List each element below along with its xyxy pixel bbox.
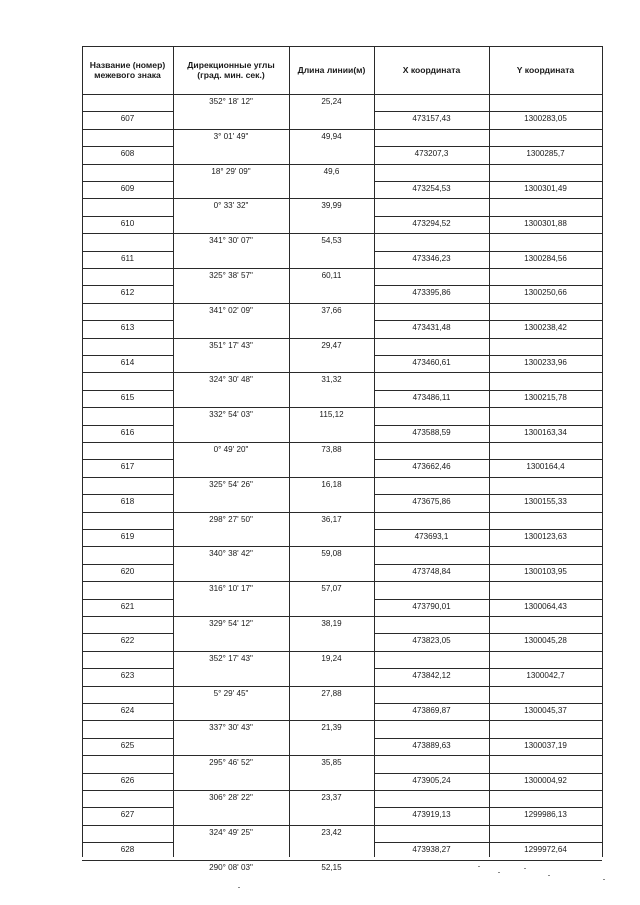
grid-row-line — [82, 94, 602, 95]
grid-row-line — [374, 285, 602, 286]
grid-row-line — [82, 720, 602, 721]
point-x: 473431,48 — [412, 323, 451, 333]
coordinates-table — [82, 46, 602, 872]
point-x: 473294,52 — [412, 218, 451, 228]
segment-length: 38,19 — [321, 619, 342, 628]
grid-row-line — [82, 842, 173, 843]
grid-row-line — [82, 442, 602, 443]
point-x: 473675,86 — [412, 497, 451, 507]
grid-row-line — [82, 46, 602, 47]
point-x: 473938,27 — [412, 845, 451, 855]
segment-length: 21,39 — [321, 723, 342, 733]
point-name: 621 — [120, 601, 135, 611]
point-name: 619 — [120, 532, 135, 541]
point-y: 1300238,42 — [524, 323, 567, 333]
grid-row-line — [82, 686, 602, 687]
scan-speck — [524, 868, 526, 869]
grid-row-line — [82, 494, 173, 495]
point-x: 473157,43 — [412, 114, 451, 124]
header-length: Длина линии(м) — [297, 65, 366, 75]
scan-speck — [603, 879, 605, 880]
grid-column-line — [82, 46, 83, 857]
grid-row-line — [374, 633, 602, 634]
point-name: 608 — [120, 149, 135, 159]
point-name: 627 — [120, 810, 135, 820]
grid-row-line — [82, 390, 173, 391]
grid-row-line — [82, 512, 602, 513]
point-name: 613 — [120, 323, 135, 333]
point-name: 628 — [120, 845, 135, 855]
scan-speck — [498, 872, 500, 873]
grid-row-line — [82, 303, 602, 304]
grid-row-line — [82, 807, 173, 808]
point-y: 1300164,4 — [526, 462, 565, 472]
point-y: 1300004,92 — [524, 775, 567, 785]
grid-row-line — [82, 755, 602, 756]
grid-row-line — [82, 129, 602, 130]
segment-angle: 341° 30' 07" — [209, 236, 253, 246]
grid-row-line — [374, 111, 602, 112]
grid-row-line — [82, 320, 173, 321]
grid-row-line — [374, 251, 602, 252]
point-name: 618 — [120, 497, 135, 507]
point-y: 1300163,34 — [524, 427, 567, 437]
segment-angle: 351° 17' 43" — [209, 340, 253, 350]
point-name: 626 — [120, 775, 135, 785]
grid-row-line — [82, 268, 602, 269]
point-name: 610 — [120, 218, 135, 228]
grid-row-line — [82, 651, 602, 652]
point-name: 612 — [120, 288, 135, 298]
grid-row-line — [82, 164, 602, 165]
point-y: 1300123,63 — [524, 532, 567, 541]
grid-row-line — [374, 494, 602, 495]
grid-row-line — [82, 285, 173, 286]
grid-row-line — [82, 738, 173, 739]
segment-length: 73,88 — [321, 445, 342, 454]
point-name: 616 — [120, 427, 135, 437]
grid-row-line — [82, 146, 173, 147]
grid-row-line — [374, 146, 602, 147]
segment-length: 19,24 — [321, 653, 342, 663]
grid-row-line — [82, 355, 173, 356]
point-name: 607 — [120, 114, 135, 124]
segment-angle: 3° 01' 49" — [213, 131, 249, 141]
grid-row-line — [374, 564, 602, 565]
grid-row-line — [82, 616, 602, 617]
grid-row-line — [374, 529, 602, 530]
point-name: 624 — [120, 706, 135, 715]
segment-length: 23,42 — [321, 827, 342, 837]
grid-row-line — [82, 860, 602, 861]
point-name: 623 — [120, 671, 135, 681]
grid-column-line — [374, 46, 375, 857]
segment-length: 35,85 — [321, 758, 342, 768]
point-x: 473486,11 — [412, 392, 451, 402]
segment-angle: 298° 27' 50" — [209, 514, 253, 524]
grid-row-line — [374, 216, 602, 217]
segment-angle: 306° 28' 22" — [209, 793, 253, 802]
segment-length: 115,12 — [319, 410, 344, 420]
point-name: 614 — [120, 358, 135, 367]
segment-length: 31,32 — [321, 375, 342, 385]
point-y: 1300042,7 — [526, 671, 565, 681]
header-name: Название (номер) межевого знака — [89, 60, 166, 80]
segment-angle: 324° 30' 48" — [209, 375, 253, 385]
grid-row-line — [82, 581, 602, 582]
segment-length: 39,99 — [321, 201, 342, 211]
segment-angle: 0° 49' 20" — [213, 445, 249, 454]
segment-length: 37,66 — [321, 305, 342, 315]
point-x: 473207,3 — [414, 149, 449, 159]
grid-row-line — [82, 181, 173, 182]
segment-length: 60,11 — [321, 271, 342, 280]
grid-row-line — [82, 546, 602, 547]
segment-angle: 325° 54' 26" — [209, 479, 253, 489]
grid-row-line — [374, 703, 602, 704]
scan-speck — [548, 875, 550, 876]
grid-row-line — [82, 564, 173, 565]
point-y: 1299972,64 — [524, 845, 567, 855]
grid-row-line — [374, 668, 602, 669]
point-x: 473662,46 — [412, 462, 451, 472]
segment-length: 16,18 — [321, 479, 342, 489]
point-x: 473869,87 — [412, 706, 451, 715]
grid-row-line — [82, 703, 173, 704]
segment-length: 29,47 — [321, 340, 342, 350]
segment-length: 27,88 — [321, 688, 342, 698]
grid-row-line — [374, 390, 602, 391]
point-name: 615 — [120, 392, 135, 402]
segment-angle: 290° 08' 03" — [209, 862, 253, 872]
segment-angle: 332° 54' 03" — [209, 410, 253, 420]
header-angle: Дирекционные углы (град. мин. сек.) — [187, 60, 275, 80]
segment-angle: 340° 38' 42" — [209, 549, 253, 559]
point-x: 473919,13 — [412, 810, 451, 820]
grid-row-line — [374, 773, 602, 774]
point-y: 1299986,13 — [524, 810, 567, 820]
point-x: 473889,63 — [412, 740, 451, 750]
segment-angle: 352° 18' 12" — [209, 97, 253, 106]
point-x: 473346,23 — [412, 253, 451, 263]
grid-row-line — [82, 111, 173, 112]
grid-row-line — [82, 407, 602, 408]
grid-row-line — [82, 773, 173, 774]
segment-length: 23,37 — [321, 793, 342, 802]
point-y: 1300037,19 — [524, 740, 567, 750]
point-x: 473790,01 — [412, 601, 451, 611]
point-y: 1300284,56 — [524, 253, 567, 263]
header-x: X координата — [402, 65, 461, 75]
point-y: 1300283,05 — [524, 114, 567, 124]
point-x: 473460,61 — [412, 358, 451, 367]
point-x: 473395,86 — [412, 288, 451, 298]
segment-angle: 341° 02' 09" — [209, 305, 253, 315]
point-y: 1300064,43 — [524, 601, 567, 611]
point-x: 473905,24 — [412, 775, 451, 785]
point-name: 617 — [120, 462, 135, 472]
grid-column-line — [602, 46, 603, 857]
scan-speck — [238, 887, 240, 888]
segment-length: 49,94 — [321, 131, 342, 141]
grid-row-line — [82, 251, 173, 252]
point-name: 611 — [121, 253, 134, 263]
grid-row-line — [82, 790, 602, 791]
grid-column-line — [489, 46, 490, 857]
point-name: 625 — [120, 740, 135, 750]
point-y: 1300301,49 — [524, 184, 567, 193]
grid-row-line — [82, 233, 602, 234]
grid-row-line — [374, 459, 602, 460]
segment-angle: 0° 33' 32" — [213, 201, 249, 211]
header-y: Y координата — [516, 65, 575, 75]
point-x: 473842,12 — [412, 671, 451, 681]
grid-row-line — [374, 355, 602, 356]
segment-angle: 352° 17' 43" — [209, 653, 253, 663]
point-x: 473588,59 — [412, 427, 451, 437]
segment-length: 57,07 — [321, 584, 342, 594]
point-y: 1300285,7 — [526, 149, 565, 159]
point-name: 609 — [120, 184, 135, 193]
segment-length: 52,15 — [321, 862, 342, 872]
grid-row-line — [374, 599, 602, 600]
point-x: 473693,1 — [414, 532, 449, 541]
point-y: 1300250,66 — [524, 288, 567, 298]
point-name: 620 — [120, 566, 135, 576]
segment-angle: 18° 29' 09" — [211, 166, 251, 176]
grid-row-line — [374, 842, 602, 843]
grid-row-line — [82, 372, 602, 373]
grid-row-line — [82, 477, 602, 478]
grid-row-line — [82, 825, 602, 826]
grid-row-line — [374, 807, 602, 808]
segment-length: 59,08 — [321, 549, 342, 559]
segment-angle: 325° 38' 57" — [209, 271, 253, 280]
segment-angle: 295° 46' 52" — [209, 758, 253, 768]
point-x: 473823,05 — [412, 636, 451, 646]
segment-length: 25,24 — [321, 97, 342, 106]
segment-length: 49,6 — [323, 166, 340, 176]
grid-row-line — [82, 599, 173, 600]
grid-row-line — [82, 529, 173, 530]
grid-row-line — [82, 216, 173, 217]
segment-angle: 337° 30' 43" — [209, 723, 253, 733]
segment-angle: 5° 29' 45" — [213, 688, 249, 698]
point-x: 473748,84 — [412, 566, 451, 576]
grid-row-line — [374, 738, 602, 739]
grid-row-line — [82, 198, 602, 199]
segment-angle: 324° 49' 25" — [209, 827, 253, 837]
grid-row-line — [374, 181, 602, 182]
point-name: 622 — [120, 636, 135, 646]
point-y: 1300215,78 — [524, 392, 567, 402]
point-y: 1300301,88 — [524, 218, 567, 228]
segment-length: 54,53 — [321, 236, 342, 246]
scan-speck — [478, 866, 480, 867]
grid-row-line — [374, 320, 602, 321]
segment-angle: 329° 54' 12" — [209, 619, 253, 628]
grid-row-line — [374, 425, 602, 426]
grid-row-line — [82, 668, 173, 669]
grid-row-line — [82, 633, 173, 634]
grid-row-line — [82, 425, 173, 426]
point-y: 1300103,95 — [524, 566, 567, 576]
point-y: 1300233,96 — [524, 358, 567, 367]
point-y: 1300045,37 — [524, 706, 567, 715]
point-y: 1300045,28 — [524, 636, 567, 646]
point-y: 1300155,33 — [524, 497, 567, 507]
point-x: 473254,53 — [412, 184, 451, 193]
segment-length: 36,17 — [321, 514, 342, 524]
grid-row-line — [82, 459, 173, 460]
grid-row-line — [82, 338, 602, 339]
segment-angle: 316° 10' 17" — [209, 584, 253, 594]
